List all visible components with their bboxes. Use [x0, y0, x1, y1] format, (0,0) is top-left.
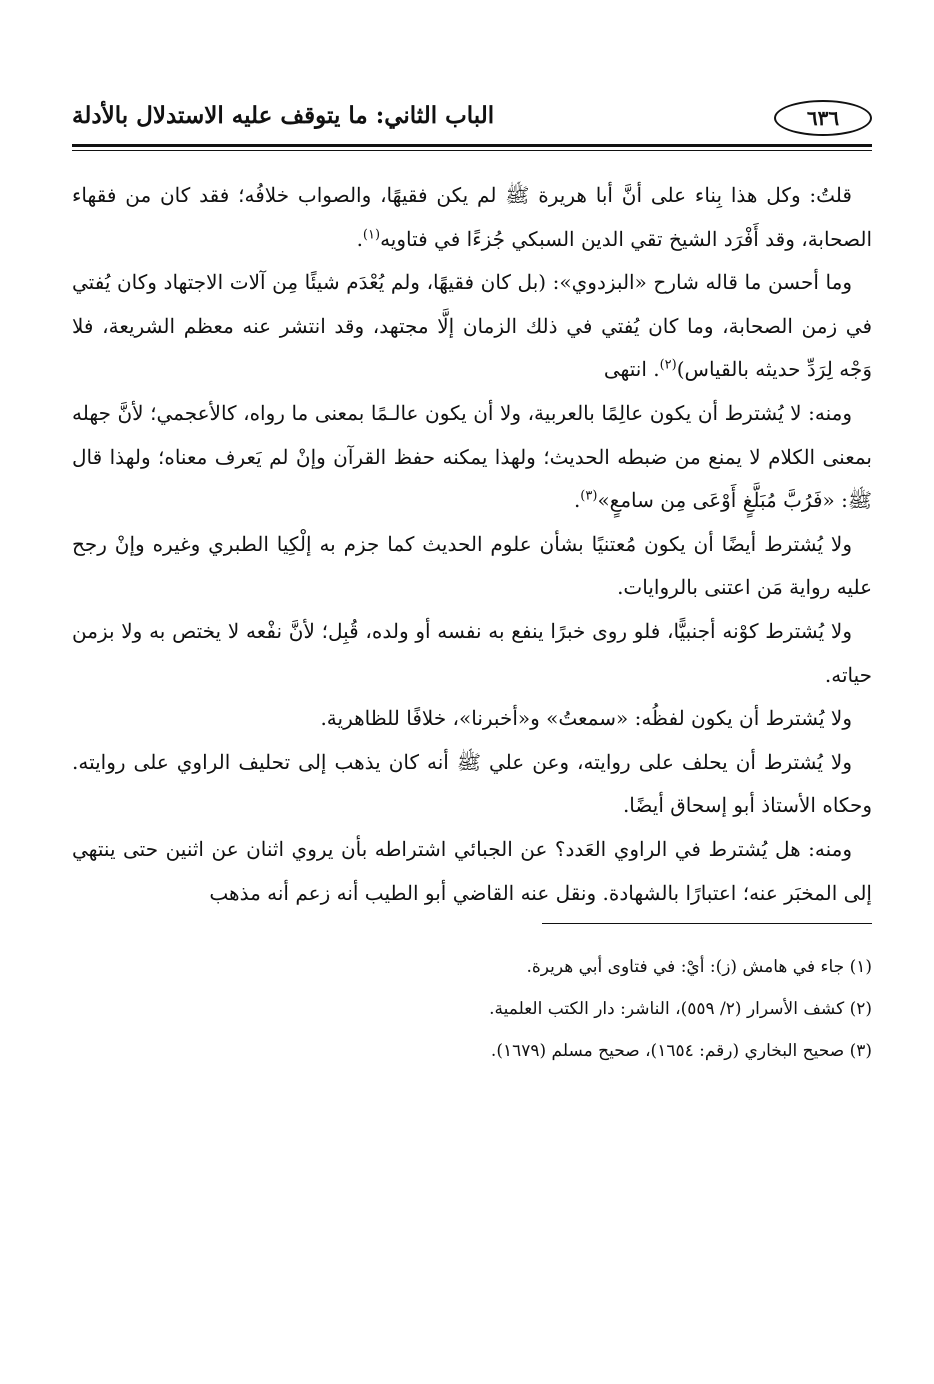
paragraph — [72, 828, 872, 915]
header-rule-thin — [72, 150, 872, 151]
paragraph-text: ومنه: لا يُشترط أن يكون عالِمًا بالعربية، ولا أن يكون عالـمًا بمعنى ما رواه، كالأعجمي؛ لأنَّ جهله بمعنى الكلام لا يمنع من ضبطه الحديث؛ ولهذا يمكنه حفظ القرآن وإنْ لم يَعرف معناه؛ ولهذا قال ﷺ: «فَرُبَّ مُبَلَّغٍ أَوْعَى مِن سامعٍ» — [72, 400, 872, 513]
paragraph-tail: . — [573, 488, 581, 513]
footnote-ref: (١) — [362, 226, 381, 242]
paragraph — [72, 523, 872, 610]
body-text — [72, 174, 872, 915]
paragraph — [72, 174, 872, 261]
paragraph-text: ولا يُشترط أن يكون لفظُه: «سمعتُ» و«أخبرنا»، خلافًا للظاهرية. — [320, 706, 852, 731]
paragraph — [72, 741, 872, 828]
footnote: (١) جاء في هامش (ز): أيْ: في فتاوى أبي هريرة. — [526, 957, 872, 978]
footnote-ref: (٢) — [659, 357, 677, 373]
paragraph-text: ولا يُشترط أيضًا أن يكون مُعتنيًا بشأن علوم الحديث كما جزم به إلْكِيا الطبري وغيره وإنْ رجح عليه رواية مَن اعتنى بالروايات. — [72, 531, 872, 600]
paragraph-text: قلتُ: وكل هذا بِناء على أنَّ أبا هريرة ﷺ لم يكن فقيهًا، والصواب خلافُه؛ فقد كان من فقهاء الصحابة، وقد أَفْرَد الشيخ تقي الدين السبكي جُزءًا في فتاويه — [72, 183, 872, 251]
footnote-separator — [542, 923, 872, 924]
paragraph-text: ومنه: هل يُشترط في الراوي العَدد؟ عن الجبائي اشتراطه بأن يروي اثنان عن اثنين حتى ينتهي إلى المخبَر عنه؛ اعتبارًا بالشهادة. ونقل عنه القاضي أبو الطيب أنه زعم أنه مذهب — [72, 836, 872, 905]
paragraph-tail: . انتهى — [603, 357, 660, 382]
footnote: (٢) كشف الأسرار (٢/ ٥٥٩)، الناشر: دار الكتب العلمية. — [489, 999, 872, 1020]
footnote: (٣) صحيح البخاري (رقم: ١٦٥٤)، صحيح مسلم (١٦٧٩). — [490, 1041, 872, 1062]
page-number: ٦٣٦ — [774, 100, 872, 136]
paragraph-text: ولا يُشترط أن يحلف على روايته، وعن علي ﷺ أنه كان يذهب إلى تحليف الراوي على روايته. وحكاه الأستاذ أبو إسحاق أيضًا. — [72, 749, 872, 818]
paragraph — [72, 392, 872, 523]
chapter-title: الباب الثاني: ما يتوقف عليه الاستدلال بالأدلة — [72, 102, 495, 129]
paragraph — [72, 610, 872, 697]
book-page — [72, 92, 872, 1072]
footnotes — [72, 946, 872, 1072]
footnote-ref: (٣) — [580, 488, 598, 504]
header-rule — [72, 144, 872, 147]
paragraph — [72, 261, 872, 392]
paragraph-text: ولا يُشترط كوْنه أجنبيًّا، فلو روى خبرًا ينفع به نفسه أو ولده، قُبِل؛ لأنَّ نفْعه لا يختص به ولا بزمن حياته. — [72, 618, 872, 687]
paragraph — [72, 697, 872, 741]
running-header — [72, 92, 872, 148]
paragraph-text: وما أحسن ما قاله شارح «البزدوي»: (بل كان فقيهًا، ولم يُعْدَم شيئًا مِن آلات الاجتهاد وكان يُفتي في زمن الصحابة، وما كان يُفتي في ذلك الزمان إلَّا مجتهد، وقد انتشر عنه معظم الشريعة، فلا وَجْه لِرَدِّ حديثه بالقياس) — [72, 270, 872, 382]
paragraph-tail: . — [356, 226, 363, 251]
